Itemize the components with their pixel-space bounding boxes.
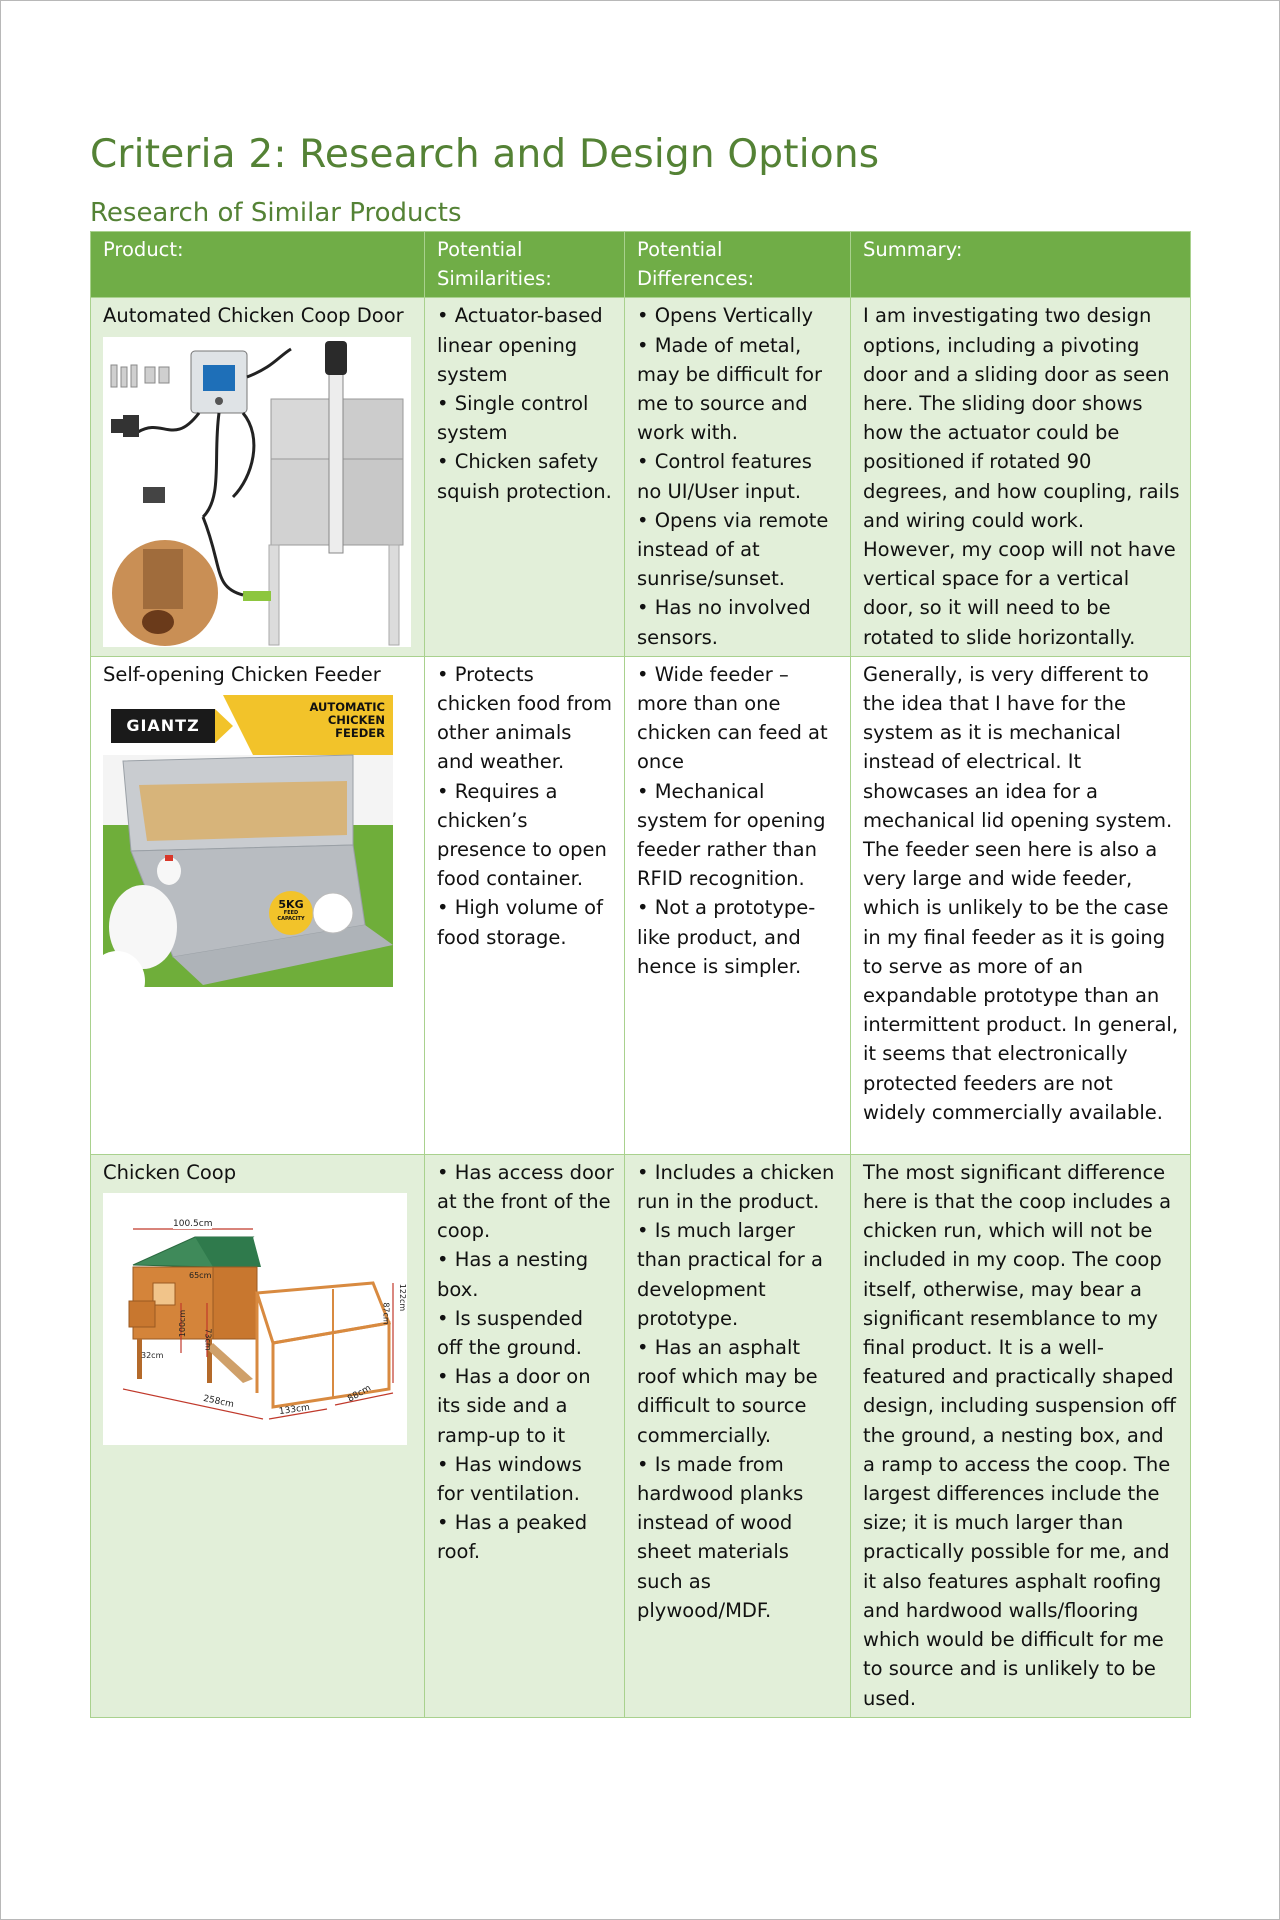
differences-cell bbox=[625, 1154, 851, 1717]
similarity-item: • Protects chicken food from other animals and weather. bbox=[437, 662, 613, 774]
feeder-capacity-badge bbox=[273, 899, 309, 922]
badge-line: FEED bbox=[283, 910, 299, 917]
similarity-item: • Single control system bbox=[437, 392, 589, 445]
similarity-item: • Has a door on its side and a ramp-up to it bbox=[437, 1365, 591, 1447]
difference-item: • Is made from hardwood planks instead of wood sheet materials such as plywood/MDF. bbox=[637, 1452, 804, 1622]
similarities-cell bbox=[425, 298, 625, 656]
dim-label: 87cm bbox=[381, 1302, 391, 1325]
header-summary: Summary: bbox=[851, 232, 1191, 298]
feeder-banner-line: FEEDER bbox=[335, 726, 385, 741]
difference-item: • Includes a chicken run in the product. bbox=[637, 1160, 835, 1214]
badge-line: CAPACITY bbox=[277, 916, 305, 923]
feeder-brand-label: GIANTZ bbox=[126, 716, 200, 736]
header-similarities: Potential Similarities: bbox=[425, 232, 625, 298]
product-cell bbox=[91, 1154, 425, 1717]
similarity-item: • Chicken safety squish protection. bbox=[437, 450, 612, 503]
product-name: Self-opening Chicken Feeder bbox=[103, 662, 381, 686]
summary-cell: The most significant difference here is that the coop includes a chicken run, which will not be included in my coop. The coop itself, otherwise, may bear a significant resemblance to my final product. It is a well-featured and practically shaped design, including suspension off the ground, a nesting box, and a ramp to access the coop. The largest differences include the size; it is much larger than practically possible for me, and it also features asphalt roofing and hardwood walls/flooring which would be difficult for me to source and is unlikely to be used. bbox=[851, 1154, 1191, 1717]
dim-label: 73cm bbox=[203, 1328, 213, 1351]
dim-label: 122cm bbox=[398, 1283, 407, 1312]
feeder-image bbox=[103, 695, 393, 987]
similarity-item: • Has windows for ventilation. bbox=[437, 1452, 582, 1506]
dim-label: 100cm bbox=[178, 1309, 188, 1338]
product-cell bbox=[91, 298, 425, 656]
dim-label: 88cm bbox=[346, 1383, 373, 1405]
similarity-item: • Has access door at the front of the coop. bbox=[437, 1160, 614, 1243]
summary-cell: I am investigating two design options, including a pivoting door and a sliding door as seen here. The sliding door shows how the actuator could be positioned if rotated 90 degrees, and how coupling, rails and wiring could work. However, my coop will not have vertical space for a vertical door, so it will need to be rotated to slide horizontally. bbox=[851, 298, 1191, 656]
table-row bbox=[91, 1154, 1191, 1717]
chicken-coop-image bbox=[103, 1193, 407, 1445]
dim-label: 32cm bbox=[141, 1351, 164, 1361]
summary-cell: Generally, is very different to the idea that I have for the system as it is mechanical instead of electrical. It showcases an idea for a mechanical lid opening system. The feeder seen here is also a very large and wide feeder, which is unlikely to be the case in my final feeder as it is going to serve as more of an expandable prototype than an intermittent product. In general, it seems that electronically protected feeders are not widely commercially available. bbox=[851, 656, 1191, 1154]
feeder-banner-line: CHICKEN bbox=[327, 713, 385, 728]
difference-item: • Is much larger than practical for a development prototype. bbox=[637, 1219, 823, 1330]
feeder-banner-line: AUTOMATIC bbox=[309, 700, 385, 715]
product-name: Chicken Coop bbox=[103, 1160, 237, 1184]
similarity-item: • Requires a chicken’s presence to open food container. bbox=[437, 779, 607, 891]
dim-label: 133cm bbox=[278, 1402, 311, 1418]
dim-label: 65cm bbox=[189, 1271, 212, 1281]
difference-item: • Not a prototype-like product, and hence is simpler. bbox=[637, 896, 816, 978]
difference-item: • Made of metal, may be difficult for me to source and work with. bbox=[637, 333, 823, 445]
similarity-item: • Has a peaked roof. bbox=[437, 1511, 588, 1564]
similarities-cell bbox=[425, 656, 625, 1154]
table-row bbox=[91, 298, 1191, 656]
similarity-item: • High volume of food storage. bbox=[437, 896, 603, 949]
dim-label: 100.5cm bbox=[173, 1219, 213, 1230]
differences-cell bbox=[625, 656, 851, 1154]
similarity-item: • Has a nesting box. bbox=[437, 1248, 589, 1301]
difference-item: • Control features no UI/User input. bbox=[637, 450, 812, 503]
feeder-banner bbox=[253, 701, 385, 740]
difference-item: • Opens Vertically bbox=[637, 304, 814, 328]
badge-line: 5KG bbox=[278, 898, 304, 912]
page-subtitle: Research of Similar Products bbox=[90, 198, 462, 228]
product-name: Automated Chicken Coop Door bbox=[103, 304, 404, 328]
difference-item: • Opens via remote instead of at sunrise/sunset. bbox=[637, 508, 829, 591]
similarity-item: • Actuator-based linear opening system bbox=[437, 304, 603, 386]
similarity-item: • Is suspended off the ground. bbox=[437, 1306, 583, 1360]
differences-cell bbox=[625, 298, 851, 656]
coop-door-image bbox=[103, 337, 411, 647]
research-table bbox=[90, 231, 1191, 1718]
dim-label: 258cm bbox=[202, 1393, 235, 1411]
table-row bbox=[91, 656, 1191, 1154]
difference-item: • Wide feeder – more than one chicken can feed at once bbox=[637, 662, 828, 774]
difference-item: • Has an asphalt roof which may be difficult to source commercially. bbox=[637, 1336, 818, 1447]
header-differences: Potential Differences: bbox=[625, 232, 851, 298]
header-product: Product: bbox=[91, 232, 425, 298]
similarities-cell bbox=[425, 1154, 625, 1717]
product-cell bbox=[91, 656, 425, 1154]
difference-item: • Mechanical system for opening feeder rather than RFID recognition. bbox=[637, 779, 826, 891]
page-title: Criteria 2: Research and Design Options bbox=[90, 132, 880, 177]
table-header-row bbox=[91, 232, 1191, 298]
difference-item: • Has no involved sensors. bbox=[637, 596, 811, 649]
